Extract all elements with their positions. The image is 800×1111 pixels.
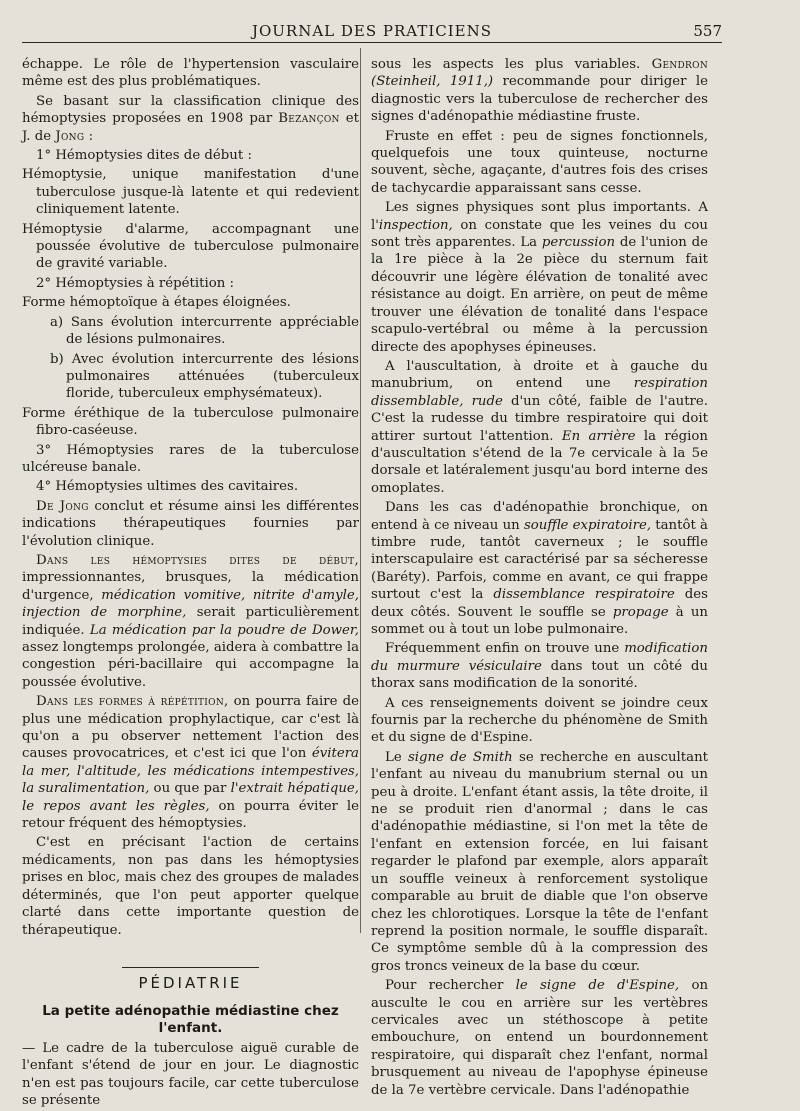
list-item: Hémoptysie d'alarme, accompagnant une poussée évolutive de tuberculose pulmonaire de gravité variable.	[22, 221, 359, 272]
section-label: PÉDIATRIE	[138, 973, 243, 992]
running-header	[22, 18, 722, 43]
list-heading: 3° Hémoptysies rares de la tuberculose ulcéreuse banale.	[22, 442, 359, 475]
list-item: a) Sans évolution intercurrente appréciable de lésions pulmonaires.	[50, 314, 359, 348]
paragraph: A ces renseignements doivent se joindre ceux fournis par la recherche du phénomène de Smith et du signe de d'Espine.	[371, 695, 708, 746]
paragraph: Les signes physiques sont plus importants. A l'inspection, on constate que les veines du cou sont très apparentes. La percussion de l'union de la 1re pièce à la 2e pièce du sternum fait découvrir une légère élévation de tonalité avec résistance au doigt. En arrière, on peut de même trouver une élévation de tonalité dans l'espace scapulo-vertébral ou même à la percussion directe des apophyses épineuses.	[371, 200, 708, 355]
paragraph: Se basant sur la classification clinique des hémoptysies proposées en 1908 par Bezançon et J. de Jong :	[22, 93, 359, 144]
column-divider	[360, 48, 361, 933]
paragraph: C'est en précisant l'action de certains médicaments, non pas dans les hémoptysies prises en bloc, mais chez des groupes de malades déterminés, que l'on peut apporter quelque clarté dans cette importante question de thérapeutique.	[22, 835, 359, 938]
list-item: Hémoptysie, unique manifestation d'une tuberculose jusque-là latente et qui redevient cliniquement latente.	[22, 167, 359, 218]
left-column	[22, 56, 359, 1111]
right-column	[371, 56, 708, 1101]
list-heading: 4° Hémoptysies ultimes des cavitaires.	[36, 479, 299, 495]
list-heading: 2° Hémoptysies à répétition :	[36, 275, 235, 291]
paragraph: échappe. Le rôle de l'hypertension vasculaire même est des plus problématiques.	[22, 57, 359, 90]
paragraph: — Le cadre de la tuberculose aiguë curable de l'enfant s'étend de jour en jour. Le diagnostic n'en est pas toujours facile, car cette tuberculose se présente	[22, 1040, 359, 1108]
paragraph: Fruste en effet : peu de signes fonctionnels, quelquefois une toux quinteuse, nocturne souvent, sèche, agaçante, d'autres fois des crises de tachycardie apparaissant sans cesse.	[371, 128, 708, 196]
list-item: b) Avec évolution intercurrente des lésions pulmonaires atténuées (tuberculeux floride, tuberculeux emphysémateux).	[50, 351, 359, 402]
article-title: La petite adénopathie médiastine chez l'enfant.	[42, 1002, 339, 1037]
section-rule	[122, 967, 259, 969]
paragraph: sous les aspects les plus variables. Gendron (Steinheil, 1911,) recommande pour diriger le diagnostic vers la tuberculose de rechercher des signes d'adénopathie médiastine fruste.	[371, 57, 708, 125]
paragraph: A l'auscultation, à droite et à gauche du manubrium, on entend une respiration dissemblable, rude d'un côté, faible de l'autre. C'est la rudesse du timbre respiratoire qui doit attirer surtout l'attention. En arrière la région d'auscultation s'étend de la 7e cervicale à la 5e dorsale et latéralement jusqu'au bord interne des omoplates.	[371, 358, 708, 496]
author-name: Jong	[55, 128, 85, 144]
list-heading: 1° Hémoptysies dites de début :	[36, 148, 252, 164]
section-heading	[22, 967, 359, 992]
list-item: Forme éréthique de la tuberculose pulmonaire fibro-caséeuse.	[22, 405, 359, 439]
list-item: Forme hémoptoïque à étapes éloignées.	[22, 295, 291, 311]
author-name: Bezançon	[278, 111, 340, 127]
paragraph: Pour rechercher le signe de d'Espine, on ausculte le cou en arrière sur les vertèbres cervicales avec un stéthoscope à petite embouchure, on entend un bourdonnement respiratoire, qui disparaît chez l'enfant, normal brusquement au niveau de l'apophyse épineuse de la 7e vertèbre cervicale. Dans l'adénopathie	[371, 978, 709, 1098]
journal-title: JOURNAL DES PRATICIENS	[251, 22, 493, 40]
paragraph: Dans les hémoptysies dites de début, impressionnantes, brusques, la médication d'urgence, médication vomitive, nitrite d'amyle, injection de morphine, serait particulièrement indiquée. La médication par la poudre de Dower, assez longtemps prolongée, aidera à combattre la congestion péri-bacillaire qui accompagne la poussée évolutive.	[22, 552, 359, 690]
paragraph: Dans les formes à répétition, on pourra faire de plus une médication prophylactique, car c'est là qu'on a pu observer nettement l'action des causes provocatrices, et c'est ici que l'on évitera la mer, l'altitude, les médications intempestives, la suralimentation, ou que par l'extrait hépatique, le repos avant les règles, on pourra éviter le retour fréquent des hémoptysies.	[22, 694, 359, 832]
paragraph: Le signe de Smith se recherche en auscultant l'enfant au niveau du manubrium sternal ou un peu à droite. L'enfant étant assis, la tête droite, il ne se produit rien d'anormal ; dans le cas d'adénopathie médiastine, si l'on met la tête de l'enfant en extension forcée, en lui faisant regarder le plafond par exemple, alors apparaît un souffle veineux à renforcement systolique comparable au bruit de diable que l'on observe chez les chlorotiques. Lorsque la tête de l'enfant reprend la position normale, le souffle disparaît. Ce symptôme semble dû à la compression des gros troncs veineux de la base du cœur.	[371, 749, 708, 974]
paragraph: Fréquemment enfin on trouve une modification du murmure vésiculaire dans tout un côté du thorax sans modification de la sonorité.	[371, 641, 708, 692]
paragraph: De Jong conclut et résume ainsi les différentes indications thérapeutiques fournies par l'évolution clinique.	[22, 498, 359, 549]
paragraph: Dans les cas d'adénopathie bronchique, on entend à ce niveau un souffle expiratoire, tantôt à timbre rude, tantôt caverneux ; le souffle interscapulaire est caractérisé par sa sécheresse (Baréty). Parfois, comme en avant, ce qui frappe surtout c'est la dissemblance respiratoire des deux côtés. Souvent le souffle se propage à un sommet ou à tout un lobe pulmonaire.	[371, 500, 709, 637]
page-number: 557	[693, 22, 722, 40]
